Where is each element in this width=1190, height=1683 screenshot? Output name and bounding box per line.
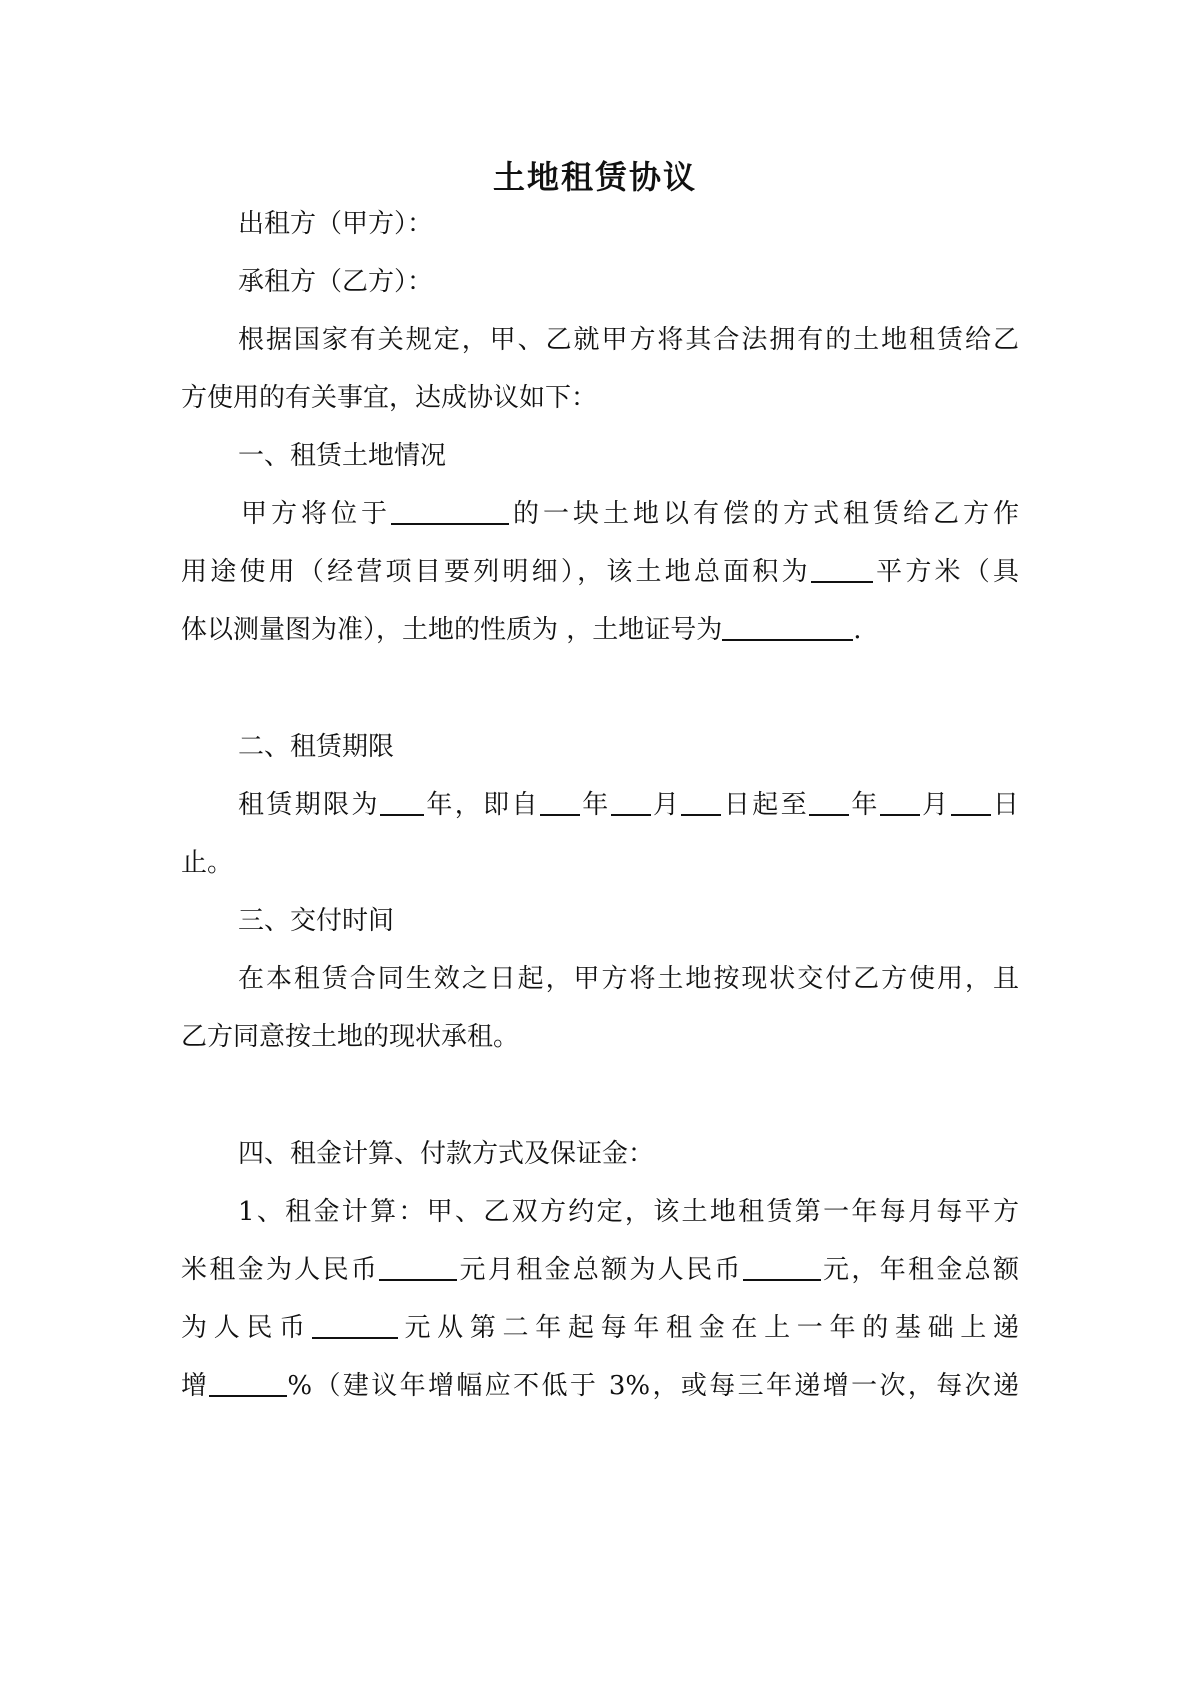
text-segment: 年 <box>848 790 880 820</box>
text-segment: 平方米（具 <box>872 557 1019 587</box>
annual-rent-blank <box>312 1313 398 1339</box>
text-segment: 甲方将位于 <box>241 499 391 529</box>
section-3-line-1: 在本租赁合同生效之日起，甲方将土地按现状交付乙方使用，且 <box>238 964 1019 994</box>
section-4-line-2 <box>181 1252 1019 1288</box>
text-segment: %（建议年增幅应不低于 3%，或每三年递增一次，每次递 <box>287 1371 1019 1401</box>
preamble-line-1: 根据国家有关规定，甲、乙就甲方将其合法拥有的土地租赁给乙 <box>238 325 1019 355</box>
certificate-blank <box>722 615 853 641</box>
end-year-blank <box>809 790 849 816</box>
start-day-blank <box>681 790 721 816</box>
section-4-line-3 <box>181 1310 1019 1346</box>
text-segment: 日 <box>990 790 1019 820</box>
lessee-line: 承租方（乙方）： <box>238 267 434 297</box>
text-segment: 年 <box>579 790 611 820</box>
unit-rent-blank <box>379 1255 457 1281</box>
text-segment: 年，即自 <box>423 790 540 820</box>
lessor-line: 出租方（甲方）： <box>238 209 434 239</box>
text-segment: 元从第二年起每年租金在上一年的基础上递 <box>397 1313 1019 1343</box>
text-segment: 为人民币 <box>181 1313 312 1343</box>
text-segment: 日起至 <box>721 790 809 820</box>
location-blank <box>391 499 509 525</box>
section-1-line-1 <box>241 496 1019 532</box>
section-4-line-1: 1、租金计算：甲、乙双方约定，该土地租赁第一年每月每平方 <box>238 1197 1019 1227</box>
document-title: 土地租赁协议 <box>492 158 697 196</box>
start-year-blank <box>540 790 580 816</box>
text-segment: 元月租金总额为人民币 <box>457 1255 743 1285</box>
monthly-rent-blank <box>743 1255 821 1281</box>
text-segment: 米租金为人民币 <box>181 1255 380 1285</box>
area-blank <box>811 557 873 583</box>
text-segment: 增 <box>181 1371 210 1401</box>
end-month-blank <box>880 790 920 816</box>
start-month-blank <box>611 790 651 816</box>
section-1-heading: 一、租赁土地情况 <box>238 441 447 471</box>
section-3-heading: 三、交付时间 <box>238 906 395 936</box>
section-2-line-1 <box>238 787 1019 823</box>
section-2-heading: 二、租赁期限 <box>238 732 395 762</box>
text-segment: . <box>853 615 862 645</box>
section-1-line-3 <box>181 612 1019 648</box>
section-3-line-2: 乙方同意按土地的现状承租。 <box>181 1022 520 1052</box>
text-segment: 元，年租金总额 <box>820 1255 1019 1285</box>
section-4-line-4 <box>181 1368 1019 1404</box>
text-segment: 月 <box>650 790 682 820</box>
text-segment: 的一块土地以有偿的方式租赁给乙方作 <box>509 499 1019 529</box>
preamble-line-2: 方使用的有关事宜，达成协议如下： <box>181 383 598 413</box>
end-day-blank <box>951 790 991 816</box>
increase-rate-blank <box>209 1371 287 1397</box>
section-4-heading: 四、租金计算、付款方式及保证金： <box>238 1139 655 1169</box>
years-blank <box>380 790 424 816</box>
text-segment: 用途使用（经营项目要列明细），该土地总面积为 <box>181 557 811 587</box>
section-1-line-2 <box>181 554 1019 590</box>
text-segment: 租赁期限为 <box>238 790 380 820</box>
text-segment: 体以测量图为准），土地的性质为 ，土地证号为 <box>181 615 723 645</box>
section-2-line-2: 止。 <box>181 848 234 878</box>
text-segment: 月 <box>919 790 951 820</box>
